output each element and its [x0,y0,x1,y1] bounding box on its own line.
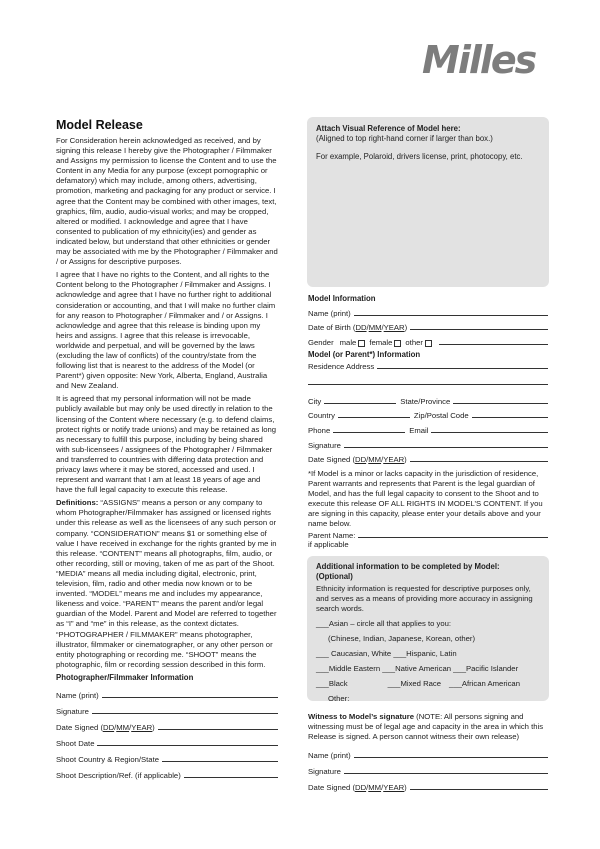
photographer-signature-label: Signature [56,706,89,716]
parent-name-line[interactable] [358,537,548,538]
witness-date-line[interactable] [410,789,548,790]
country-zip-field[interactable] [308,406,548,421]
residence-label: Residence Address [308,361,375,371]
additional-description: Ethnicity information is requested for descriptive purposes only, and serves as a means of providing more accuracy in assigning search words. [316,584,533,613]
middle-eastern-label: ___Middle Eastern ___Native American ___Pacific Islander [316,664,519,673]
dob-mm: MM [368,323,382,333]
release-paragraph-3: It is agreed that my personal information will not be made publicly available but may only be used directly in relation to the licensing of the Content where necessary (e.g. to defend claims, protect rights or notify trade unions) and may be retained as long as necessary to fulfill this purpose, including by being shared with sub-licensees / assignees of the Photographer / Filmmaker and transferred to countries with differing data protection and privacy laws where it may be stored, accessed and used. I represent and warrant that I am at least 18 years of age and have the full legal capacity to execute this release. [56,394,277,495]
asian-label: ___Asian – circle all that applies to you: [316,619,452,628]
page-title: Model Release [56,118,143,132]
caucasian-label: ___ Caucasian, White ___Hispanic, Latin [316,649,457,658]
date-prefix: Date Signed ( [56,722,104,732]
city-line[interactable] [324,403,396,404]
ethnicity-black-row[interactable] [316,674,542,689]
email-line[interactable] [431,432,548,433]
shoot-description-field[interactable] [56,764,278,780]
ethnicity-caucasian-hispanic[interactable] [316,644,542,659]
gender-other-line[interactable] [439,344,548,345]
ethnicity-middle-eastern-row[interactable] [316,659,542,674]
pdate-year: YEAR [383,455,405,465]
parent-signature-field[interactable] [308,435,548,450]
city-label: City [308,396,322,406]
model-name-label: Name (print) [308,308,351,318]
country-label: Country [308,411,335,421]
model-dob-field[interactable] [308,318,548,333]
residence-line[interactable] [377,368,548,369]
wdate-prefix: Date Signed ( [308,783,356,792]
wdate-suffix: ) [404,783,407,792]
mixed-label: ___Mixed Race [387,679,442,688]
black-label: ___Black [316,679,348,688]
phone-line[interactable] [333,432,405,433]
shoot-date-line[interactable] [97,745,278,746]
shoot-date-label: Shoot Date [56,738,95,748]
wdate-dd: DD [355,783,367,792]
email-label: Email [409,425,429,435]
dob-dd: DD [355,323,367,333]
shoot-description-label: Shoot Description/Ref. (if applicable) [56,770,181,780]
photographer-name-label: Name (print) [56,690,99,700]
dob-year: YEAR [383,323,405,333]
witness-note: (NOTE: All persons signing and witnessing must be of legal age and capacity in the area in which this Release is signed. A person cannot witness their own release) [308,712,544,741]
ethnicity-asian[interactable] [316,614,542,629]
residence-field[interactable] [308,359,548,371]
witness-date-field[interactable] [308,776,548,792]
state-label: State/Province [400,396,451,406]
milles-logo: Milles [422,38,536,82]
witness-section [308,712,548,792]
residence-line-2-field[interactable] [308,371,548,387]
wdate-year: YEAR [383,783,405,792]
pdate-dd: DD [355,455,367,465]
pdate-prefix: Date Signed ( [308,455,356,465]
witness-signature-label: Signature [308,767,341,776]
release-text-column [56,118,278,780]
ethnicity-other-label: Other: [328,694,350,703]
additional-heading-2: (Optional) [316,572,353,581]
date-year: YEAR [131,722,153,732]
model-dob-line[interactable] [410,329,548,330]
visual-reference-text [316,124,541,162]
model-name-field[interactable] [308,303,548,318]
gender-female-label: female [369,337,393,347]
shoot-date-field[interactable] [56,732,278,748]
definitions-paragraph [56,498,278,670]
pdate-suffix: ) [404,455,407,465]
dob-suffix: ) [404,323,408,333]
shoot-description-line[interactable] [184,777,278,778]
photographer-date-field[interactable] [56,716,278,732]
photographer-signature-line[interactable] [92,713,278,714]
residence-line-2[interactable] [308,384,548,385]
additional-info-text [316,562,542,704]
parent-name-label: Parent Name: [308,531,356,541]
date-suffix: ) [152,722,155,732]
photographer-date-line[interactable] [158,729,278,730]
photographer-date-label: Date Signed (DD/MM/YEAR) [56,722,155,732]
country-line[interactable] [338,417,410,418]
shoot-country-line[interactable] [162,761,278,762]
date-dd: DD [103,722,115,732]
definitions-text: “ASSIGNS” means a person or any company to whom Photographer/Filmmaker has assigned or licensed rights under this release as well as the licensees of any such person or company. “CONSIDERATION” means $1 or something else of value I have received in exchange for the rights granted by me in this release. “CONTENT” means all photographs, film, audio, or other recording, still or moving, taken of me as part of the Shoot. “MEDIA” means all media including digital, electronic, print, television, film, radio and other media now known or to be invented. “MODEL” means me and includes my appearance, likeness and voice. “PARENT” means the parent and/or legal guardian of the Model. Parent and Model are referred to together as “I” and “me” in this release, as the context dictates. “PHOTOGRAPHER / FILMMAKER” means photographer, illustrator, filmmaker or cinematographer, or any other person or entity photographing or recording me. “SHOOT” means the photographic, film or recording session described in this form. [56,498,277,669]
parent-signature-label: Signature [308,440,341,450]
model-name-line[interactable] [354,315,548,316]
parent-name-field[interactable] [308,529,548,540]
gender-male-checkbox[interactable] [358,340,365,347]
photographer-heading: Photographer/Filmmaker Information [56,672,194,682]
zip-line[interactable] [472,417,548,418]
visual-reference-heading: Attach Visual Reference of Model here: [316,124,461,133]
african-american-label: ___African American [449,679,520,688]
witness-name-line[interactable] [354,757,548,758]
date-mm: MM [116,722,130,732]
model-dob-label: Date of Birth (DD/MM/YEAR) [308,323,408,333]
gender-other-checkbox[interactable] [425,340,432,347]
witness-signature-line[interactable] [344,773,548,774]
witness-signature-field[interactable] [308,760,548,776]
model-info-heading: Model Information [308,294,376,303]
additional-heading-1: Additional information to be completed by Model: [316,562,500,571]
photographer-name-field[interactable] [56,684,278,700]
witness-heading: Witness to Model’s signature [308,712,415,721]
witness-intro [308,712,548,742]
model-information-section [308,294,548,550]
shoot-country-label: Shoot Country & Region/State [56,754,159,764]
visual-reference-sub: (Aligned to top right-hand corner if larger than box.) [316,134,493,143]
gender-female-checkbox[interactable] [394,340,401,347]
parent-note: *If Model is a minor or lacks capacity in the jurisdiction of residence, Parent warrants and represents that Parent is the legal guardian of Model, and has the full legal capacity to consent to the Shoot and to execute this release OF ALL RIGHTS IN MODEL’S CONTENT. If you are signing in this capacity, please enter your details above and your name below. [308,469,543,529]
parent-date-line[interactable] [410,461,548,462]
city-state-field[interactable] [308,387,548,406]
gender-label: Gender [308,337,334,347]
release-paragraph-1: For Consideration herein acknowledged as received, and by signing this release I hereby give the Photographer / Filmmaker and Assigns my permission to license the Content and to use the Content in any Media for any purpose (except pornographic or defamatory) which may include, among others, advertising, promotion, marketing and packaging for any product or service. I agree that the Content may be combined with other images, text, graphics, film, audio, audio-visual works; and may be cropped, altered or modified. I acknowledge and agree that I have consented to publication of my ethnicity(ies) and gender as indicated below, but understand that other ethnicities or gender may be associated with me by the Photographer / Filmmaker and / or Assigns for descriptive purposes. [56,136,278,267]
dob-prefix: Date of Birth ( [308,323,356,333]
photographer-name-line[interactable] [102,697,278,698]
parent-date-label: Date Signed (DD/MM/YEAR) [308,455,407,465]
phone-email-field[interactable] [308,420,548,435]
parent-signature-line[interactable] [344,447,548,448]
asian-sub-label: (Chinese, Indian, Japanese, Korean, other) [328,634,476,643]
if-applicable-label: if applicable [308,540,349,550]
visual-reference-example: For example, Polaroid, drivers license, print, photocopy, etc. [316,152,523,161]
definitions-label: Definitions: [56,498,99,508]
pdate-mm: MM [368,455,382,465]
phone-label: Phone [308,425,331,435]
gender-male-label: male [339,337,357,347]
gender-other-label: other [405,337,423,347]
zip-label: Zip/Postal Code [413,411,469,421]
ethnicity-other-row[interactable] [316,689,542,704]
parent-date-field[interactable] [308,450,548,465]
witness-name-label: Name (print) [308,751,351,760]
photographer-signature-field[interactable] [56,700,278,716]
model-gender-field [308,332,548,347]
witness-date-label: Date Signed (DD/MM/YEAR) [308,783,407,792]
wdate-mm: MM [368,783,382,792]
release-paragraph-2: I agree that I have no rights to the Content, and all rights to the Content belong to the Photographer / Filmmaker and Assigns. I acknowledge and agree that I have no further right to additional consideration or accounting, and that I will make no further claim for any reason to Photographer / Filmmaker and / or Assigns. I acknowledge and agree that this release is binding upon my heirs and assigns. I agree that this release is irrevocable, worldwide and perpetual, and will be governed by the laws (excluding the law of conflicts) of the country/state from the following list that is nearest to the address of the Model (or Parent*) given opposite: New York, Alberta, England, Australia and New Zealand. [56,270,276,391]
shoot-country-field[interactable] [56,748,278,764]
state-line[interactable] [453,403,548,404]
witness-name-field[interactable] [308,742,548,760]
parent-info-heading: Model (or Parent*) Information [308,349,421,359]
ethnicity-asian-sub[interactable] [316,629,542,644]
